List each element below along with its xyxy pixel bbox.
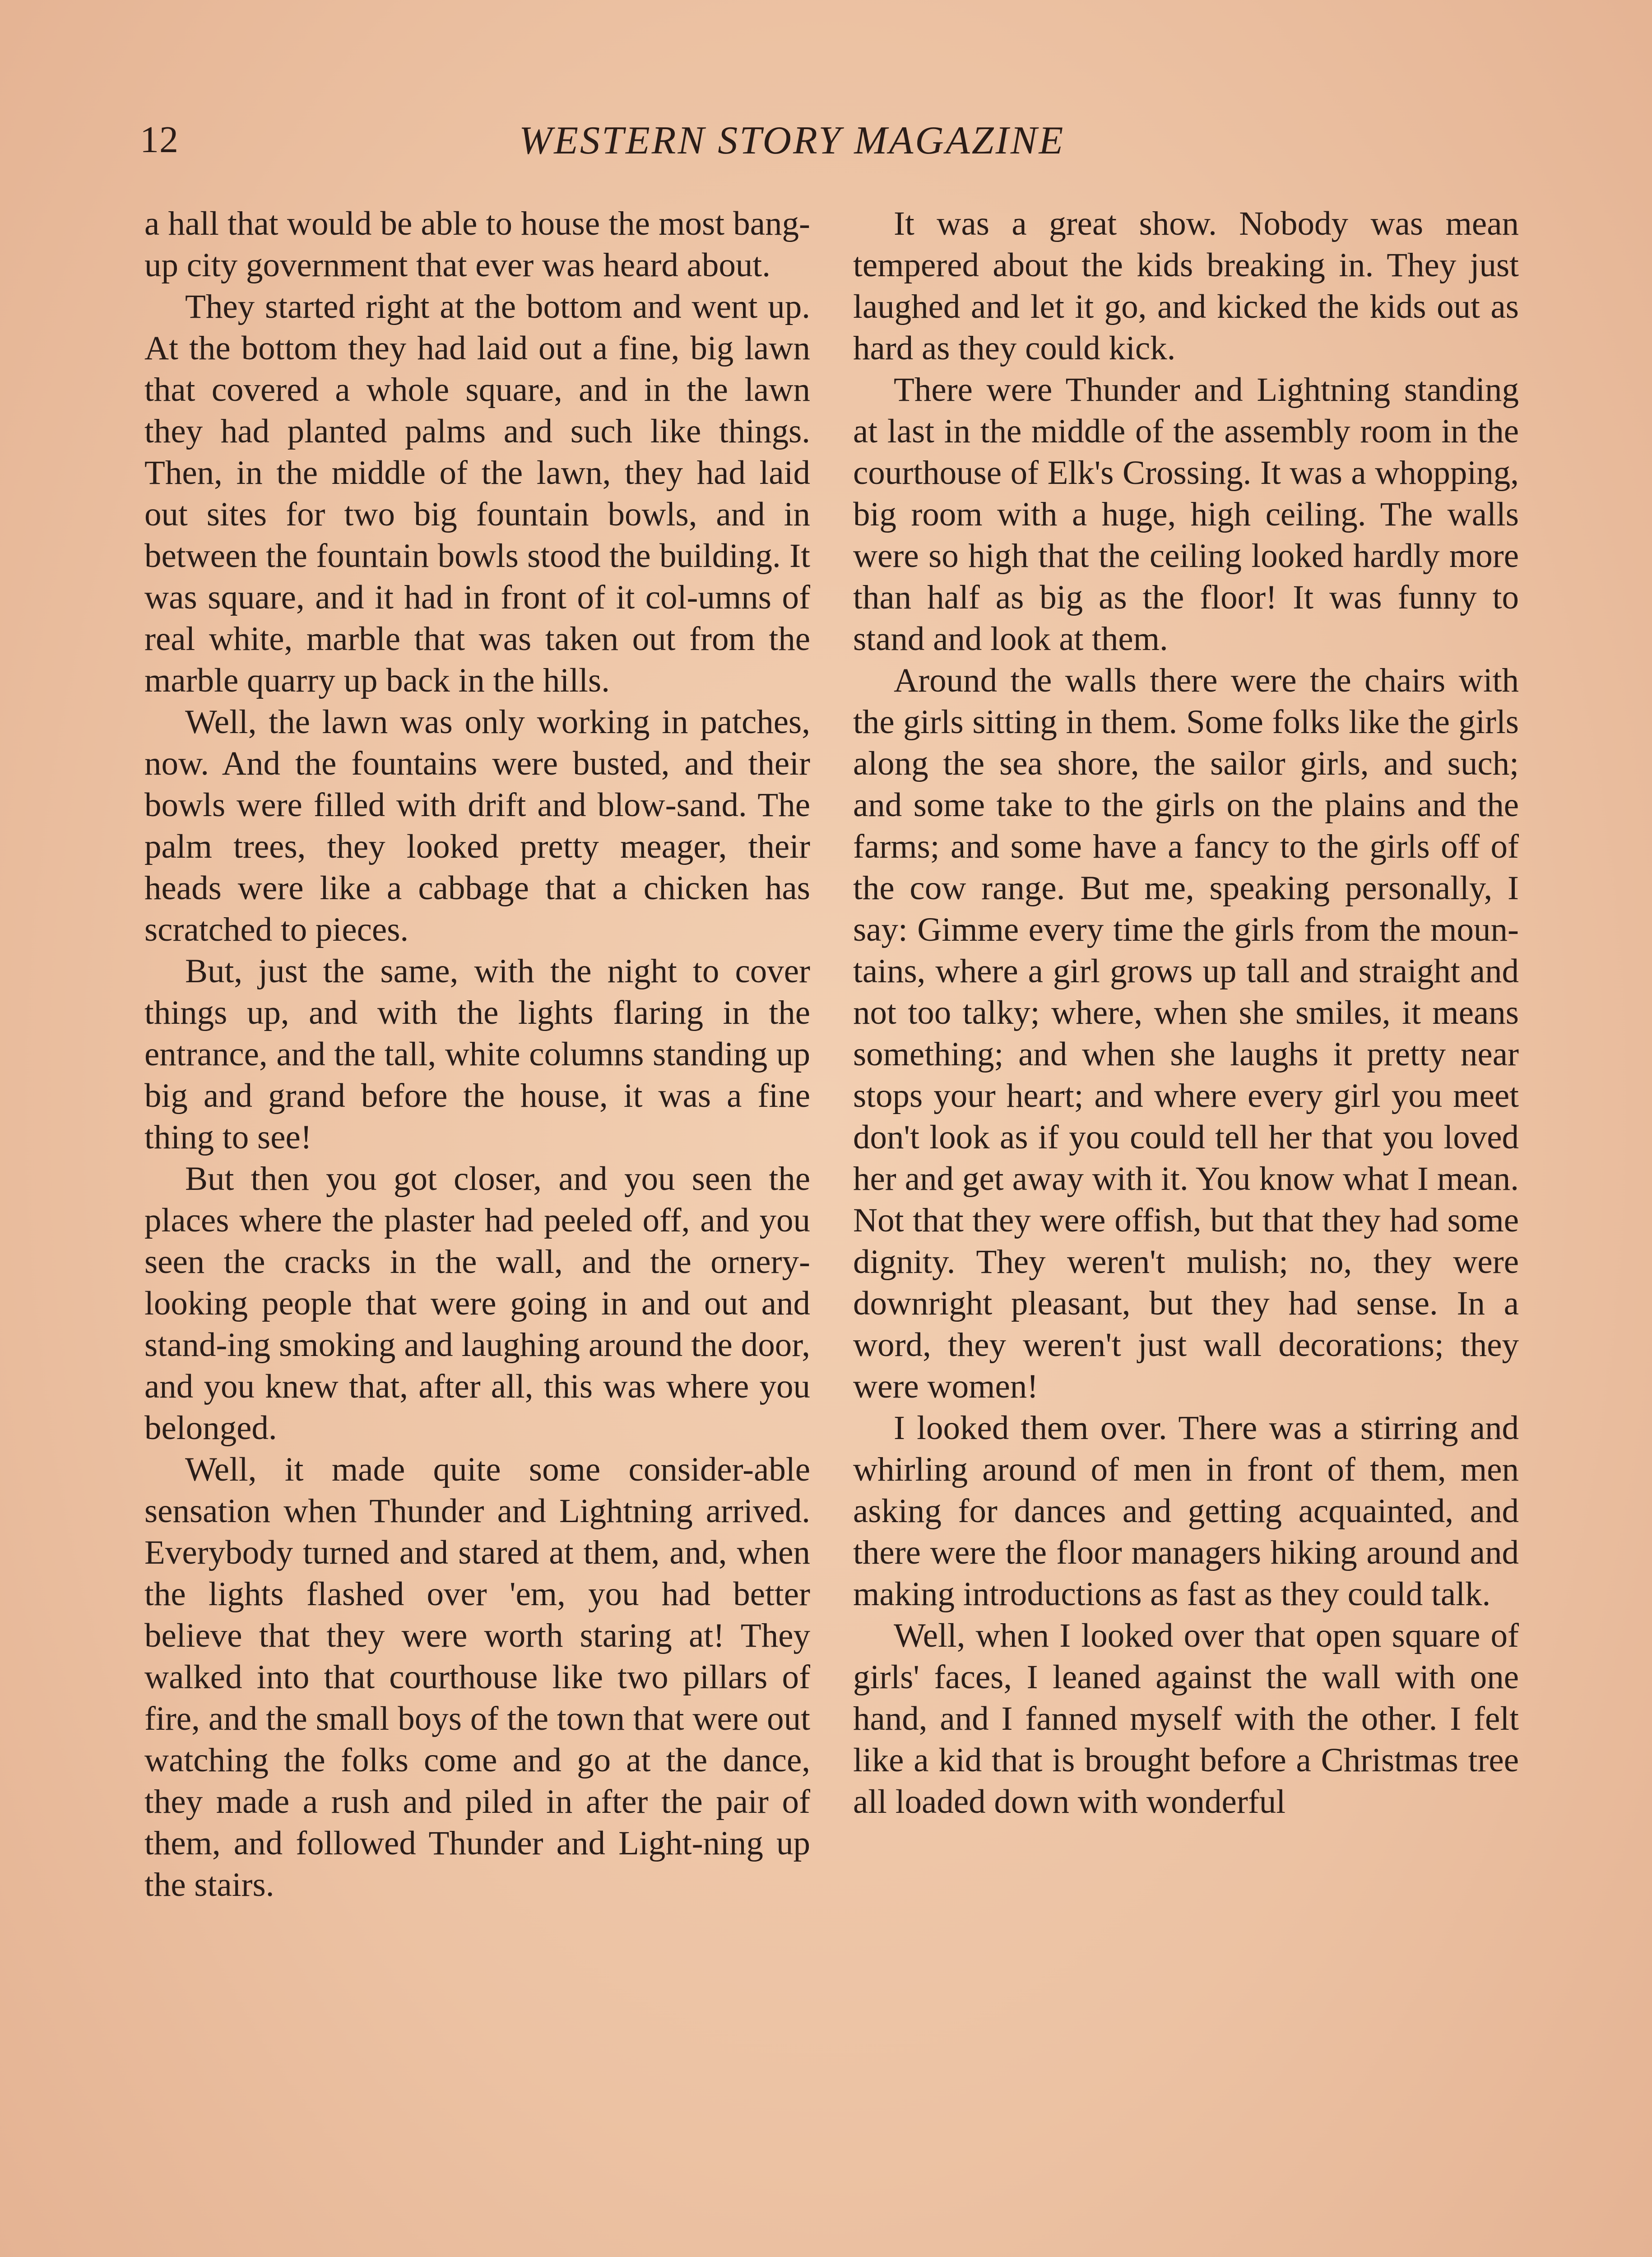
right-paragraph-1: It was a great show. Nobody was mean tempered about the kids breaking in. They just laughed and let it go, and kicked the kids out as hard as they could kick. xyxy=(853,205,1519,367)
right-text-column xyxy=(853,203,1519,2257)
right-paragraph-4: I looked them over. There was a stirring and whirling around of men in front of them, men asking for dances and getting acquainted, and there were the floor managers hiking around and making introductions as fast as they could talk. xyxy=(853,1409,1519,1613)
right-paragraph-3: Around the walls there were the chairs with the girls sitting in them. Some folks like the girls along the sea shore, the sailor girls, and such; and some take to the girls on the plains and the farms; and some have a fancy to the girls off of the cow range. But me, speaking personally, I say: Gimme every time the girls from the moun-tains, where a girl grows up tall and straight and not too talky; where, when she smiles, it means something; and when she laughs it pretty near stops your heart; and where every girl you meet don't look as if you could tell her that you loved her and get away with it. You know what I mean. Not that they were offish, but that they had some dignity. They weren't mulish; no, they were downright pleasant, but they had sense. In a word, they weren't just wall decorations; they were women! xyxy=(853,662,1519,1405)
left-paragraph-1: a hall that would be able to house the most bang-up city government that ever was heard about. xyxy=(144,205,810,284)
right-paragraph-5: Well, when I looked over that open square of girls' faces, I leaned against the wall with one hand, and I fanned myself with the other. I felt like a kid that is brought before a Christmas tree all loaded down with wonderful xyxy=(853,1617,1519,1820)
left-paragraph-3: Well, the lawn was only working in patches, now. And the fountains were busted, and their bowls were filled with drift and blow-sand. The palm trees, they looked pretty meager, their heads were like a cabbage that a chicken has scratched to pieces. xyxy=(144,703,810,948)
left-text-column xyxy=(144,203,810,2257)
right-paragraph-2: There were Thunder and Lightning standing at last in the middle of the assembly room in the courthouse of Elk's Crossing. It was a whopping, big room with a huge, high ceiling. The walls were so high that the ceiling looked hardly more than half as big as the floor! It was funny to stand and look at them. xyxy=(853,371,1519,658)
page-header xyxy=(140,121,1350,175)
magazine-title: WESTERN STORY MAGAZINE xyxy=(519,119,1065,163)
page-number: 12 xyxy=(140,119,179,161)
left-paragraph-2: They started right at the bottom and went up. At the bottom they had laid out a fine, big lawn that covered a whole square, and in the lawn they had planted palms and such like things. Then, in the middle of the lawn, they had laid out sites for two big fountain bowls, and in between the fountain bowls stood the building. It was square, and it had in front of it col-umns of real white, marble that was taken out from the marble quarry up back in the hills. xyxy=(144,288,810,699)
left-paragraph-4: But, just the same, with the night to cover things up, and with the lights flaring in the entrance, and the tall, white columns standing up big and grand before the house, it was a fine thing to see! xyxy=(144,952,810,1156)
left-paragraph-6: Well, it made quite some consider-able sensation when Thunder and Lightning arrived. Everybody turned and stared at them, and, when the lights flashed over 'em, you had better believe that they were worth staring at! They walked into that courthouse like two pillars of fire, and the small boys of the town that were out watching the folks come and go at the dance, they made a rush and piled in after the pair of them, and followed Thunder and Light-ning up the stairs. xyxy=(144,1451,810,1904)
left-paragraph-5: But then you got closer, and you seen the places where the plaster had peeled off, and you seen the cracks in the wall, and the ornery-looking people that were going in and out and stand-ing smoking and laughing around the door, and you knew that, after all, this was where you belonged. xyxy=(144,1160,810,1447)
